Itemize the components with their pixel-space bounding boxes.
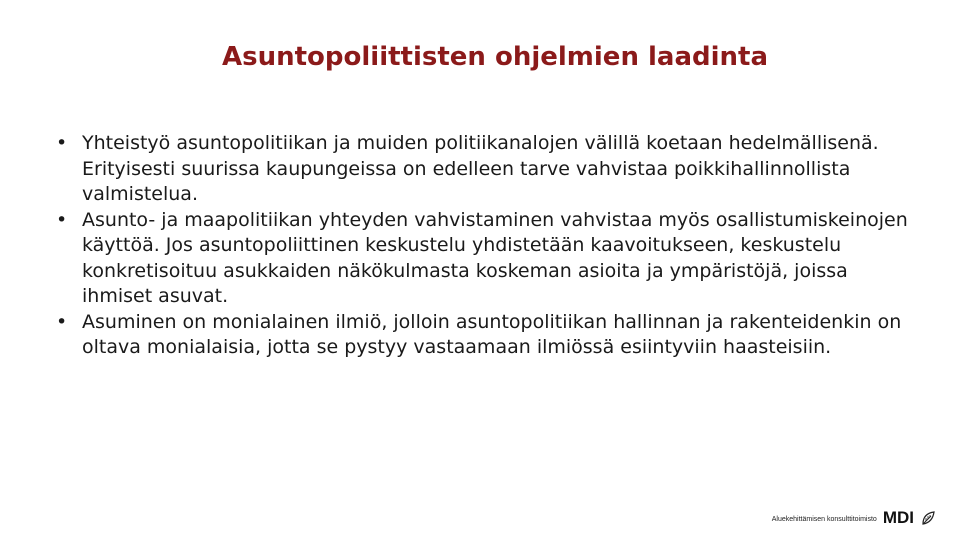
bullet-item [56,131,916,208]
slide-title: Asuntopoliittisten ohjelmien laadinta [221,42,769,72]
bullet-dot: • [56,132,68,154]
bullet-dot: • [56,310,68,333]
bullet-text: Asuminen on monialainen ilmiö, jolloin asuntopolitiikan hallinnan ja rakenteidenkin on oltava monialaisia, jotta se pystyy vastaamaan ilmiössä esiintyviin haasteisiin. [82,310,902,358]
footer-tagline: Aluekehittämisen konsulttitoimisto [771,516,877,523]
brand-name: MDI [882,508,914,527]
bullet-text: Yhteistyö asuntopolitiikan ja muiden politiikanalojen välillä koetaan hedelmällisenä. Erityisesti suurissa kaupungeissa on edelleen tarve vahvistaa poikkihallinnollista valmistelua. [82,132,879,205]
bullet-text: Asunto- ja maapolitiikan yhteyden vahvistaminen vahvistaa myös osallistumiskeinojen käyttöä. Jos asuntopoliittinen keskustelu yhdistetään kaavoitukseen, keskustelu konkretisoituu asukkaiden näkökulmasta koskeman asioita ja ympäristöjä, joissa ihmiset asuvat. [82,208,908,307]
footer-logo [772,509,936,526]
bullet-dot: • [56,208,68,231]
bullet-item [56,208,916,310]
leaf-logo-icon [920,510,936,526]
bullet-list [56,131,916,361]
bullet-item [56,310,916,361]
